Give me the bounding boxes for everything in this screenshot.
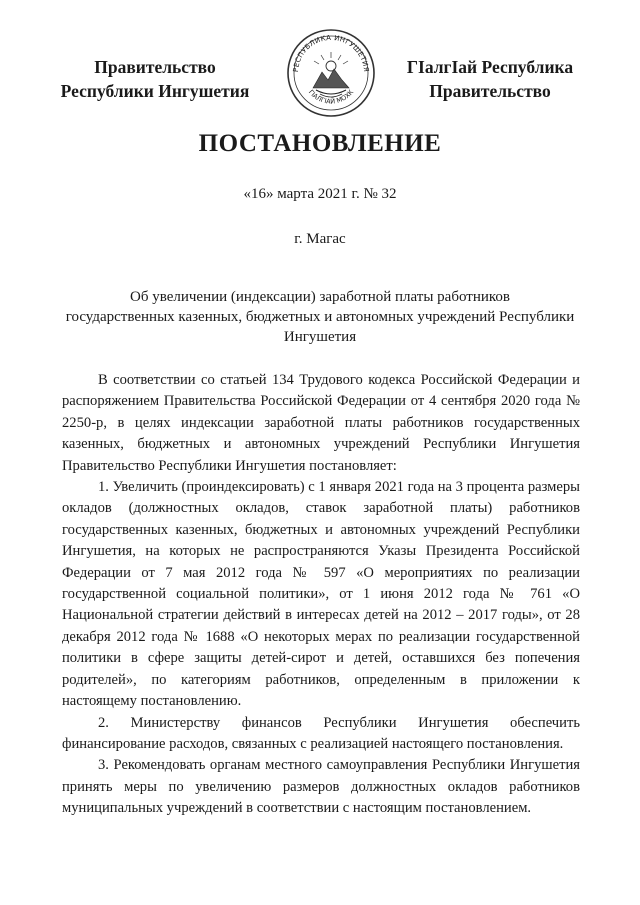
coat-of-arms-emblem bbox=[286, 28, 376, 118]
header-left-line2: Республики Ингушетия bbox=[60, 81, 250, 101]
header-right-line1: ГIалгIай Республика bbox=[406, 57, 574, 77]
header-left-line1: Правительство bbox=[94, 57, 216, 77]
document-date-number: «16» марта 2021 г. № 32 bbox=[243, 186, 397, 202]
document-body bbox=[62, 370, 580, 820]
subject-line-3: Ингушетия bbox=[283, 329, 357, 345]
document-title: ПОСТАНОВЛЕНИЕ bbox=[198, 130, 442, 157]
header-right-line2: Правительство bbox=[429, 81, 551, 101]
document-subject bbox=[60, 287, 580, 347]
document-city: г. Магас bbox=[294, 231, 346, 247]
subject-line-2: государственных казенных, бюджетных и автономных учреждений Республики bbox=[65, 309, 575, 325]
coat-of-arms-icon bbox=[286, 28, 376, 118]
subject-line-1: Об увеличении (индексации) заработной платы работников bbox=[129, 289, 510, 305]
clause-3-paragraph: 3. Рекомендовать органам местного самоуправления Республики Ингушетия принять меры по увеличению размеров должностных окладов работников муниципальных учреждений в соответствии с настоящим постановлением. bbox=[62, 757, 580, 817]
preamble-paragraph: В соответствии со статьей 134 Трудового кодекса Российской Федерации и распоряжением Правительства Российской Федерации от 4 сентября 2020 года № 2250-р, в целях индексации заработной платы работников государственных казенных, бюджетных и автономных учреждений Республики Ингушетия Правительство Республики Ингушетия постановляет: bbox=[62, 372, 580, 474]
clause-2-paragraph: 2. Министерству финансов Республики Ингушетия обеспечить финансирование расходов, связанных с реализацией настоящего постановления. bbox=[62, 714, 580, 752]
clause-1-paragraph: 1. Увеличить (проиндексировать) с 1 января 2021 года на 3 процента размеры окладов (должностных окладов, ставок заработной платы) работников государственных казенных, бюджетных и автономных учреждений Республики Ингушетия, на которых не распространяются Указы Президента Российской Федерации от 7 мая 2012 года № 597 «О мероприятиях по реализации государственной социальной политики», от 1 июня 2012 года № 761 «О Национальной стратегии действий в интересах детей на 2012 – 2017 годы», от 28 декабря 2012 года № 1688 «О некоторых мерах по реализации государственной политики в сфере защиты детей-сирот и детей, оставшихся без попечения родителей», по категориям работников, определенным в приложении к настоящему постановлению. bbox=[62, 479, 580, 710]
svg-text:ГIАЛГIАЙ МОХК: ГIАЛГIАЙ МОХК bbox=[306, 88, 356, 106]
header-left bbox=[40, 55, 270, 103]
header-right bbox=[372, 55, 608, 103]
svg-text:РЕСПУБЛИКА ИНГУШЕТИЯ: РЕСПУБЛИКА ИНГУШЕТИЯ bbox=[291, 33, 371, 73]
